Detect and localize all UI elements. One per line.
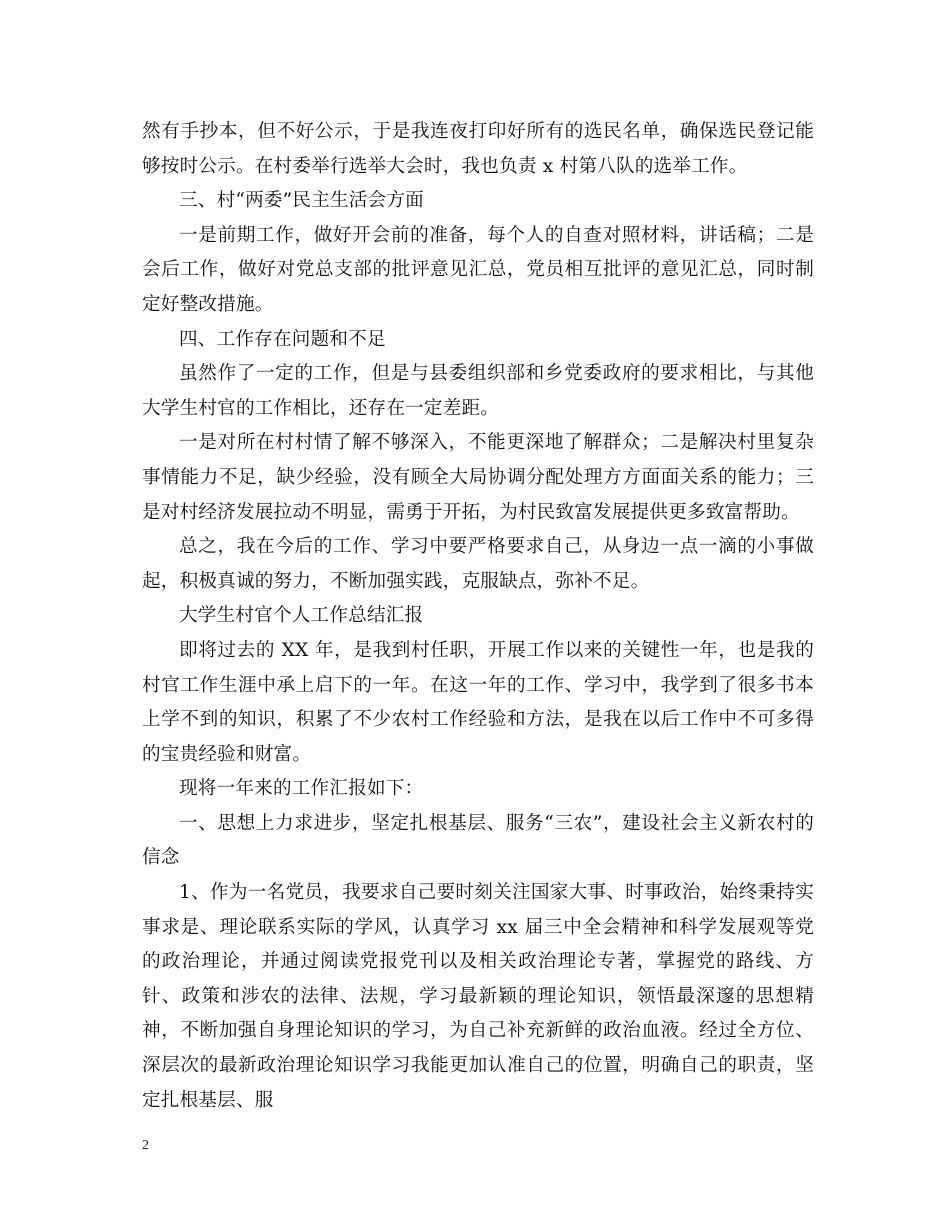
paragraph-10: 现将一年来的工作汇报如下： bbox=[179, 778, 424, 800]
paragraph-7: 总之，我在今后的工作、学习中要严格要求自己，从身边一点一滴的小事做起，积极真诚的努力，不断加强实践，克服缺点，弥补不足。 bbox=[142, 536, 814, 592]
document-body bbox=[142, 115, 814, 1118]
section-heading-4: 四、工作存在问题和不足 bbox=[179, 328, 386, 350]
section-heading-3: 三、村“两委”民主生活会方面 bbox=[179, 190, 424, 212]
paragraph-9: 即将过去的 XX 年，是我到村任职，开展工作以来的关键性一年，也是我的村官工作生涯中承上启下的一年。在这一年的工作、学习中，我学到了很多书本上学不到的知识，积累了不少农村工作经验和方法，是我在以后工作中不可多得的宝贵经验和财富。 bbox=[142, 639, 814, 765]
page-number: 2 bbox=[142, 1138, 149, 1153]
paragraph-12: 1、作为一名党员，我要求自己要时刻关注国家大事、时事政治，始终秉持实事求是、理论联系实际的学风，认真学习 xx 届三中全会精神和科学发展观等党的政治理论，并通过阅读党报党刊以及相关政治理论专著，掌握党的路线、方针、政策和涉农的法律、法规，学习最新颖的理论知识，领悟最深邃的思想精神，不断加强自身理论知识的学习，为自己补充新鲜的政治血液。经过全方位、深层次的最新政治理论知识学习我能更加认准自己的位置，明确自己的职责，坚定扎根基层、服 bbox=[142, 882, 814, 1111]
paragraph-3: 一是前期工作，做好开会前的准备，每个人的自查对照材料，讲话稿；二是会后工作，做好对党总支部的批评意见汇总，党员相互批评的意见汇总，同时制定好整改措施。 bbox=[142, 224, 814, 315]
paragraph-6: 一是对所在村村情了解不够深入，不能更深地了解群众；二是解决村里复杂事情能力不足，缺少经验，没有顾全大局协调分配处理方方面面关系的能力；三是对村经济发展拉动不明显，需勇于开拓，为村民致富发展提供更多致富帮助。 bbox=[142, 432, 814, 523]
document-subtitle: 大学生村官个人工作总结汇报 bbox=[179, 605, 424, 627]
section-heading-1: 一、思想上力求进步，坚定扎根基层、服务“三农”，建设社会主义新农村的信念 bbox=[142, 812, 814, 869]
paragraph-1: 然有手抄本，但不好公示，于是我连夜打印好所有的选民名单，确保选民登记能够按时公示。在村委举行选举大会时，我也负责 x 村第八队的选举工作。 bbox=[142, 121, 814, 177]
paragraph-5: 虽然作了一定的工作，但是与县委组织部和乡党委政府的要求相比，与其他大学生村官的工作相比，还存在一定差距。 bbox=[142, 363, 814, 419]
